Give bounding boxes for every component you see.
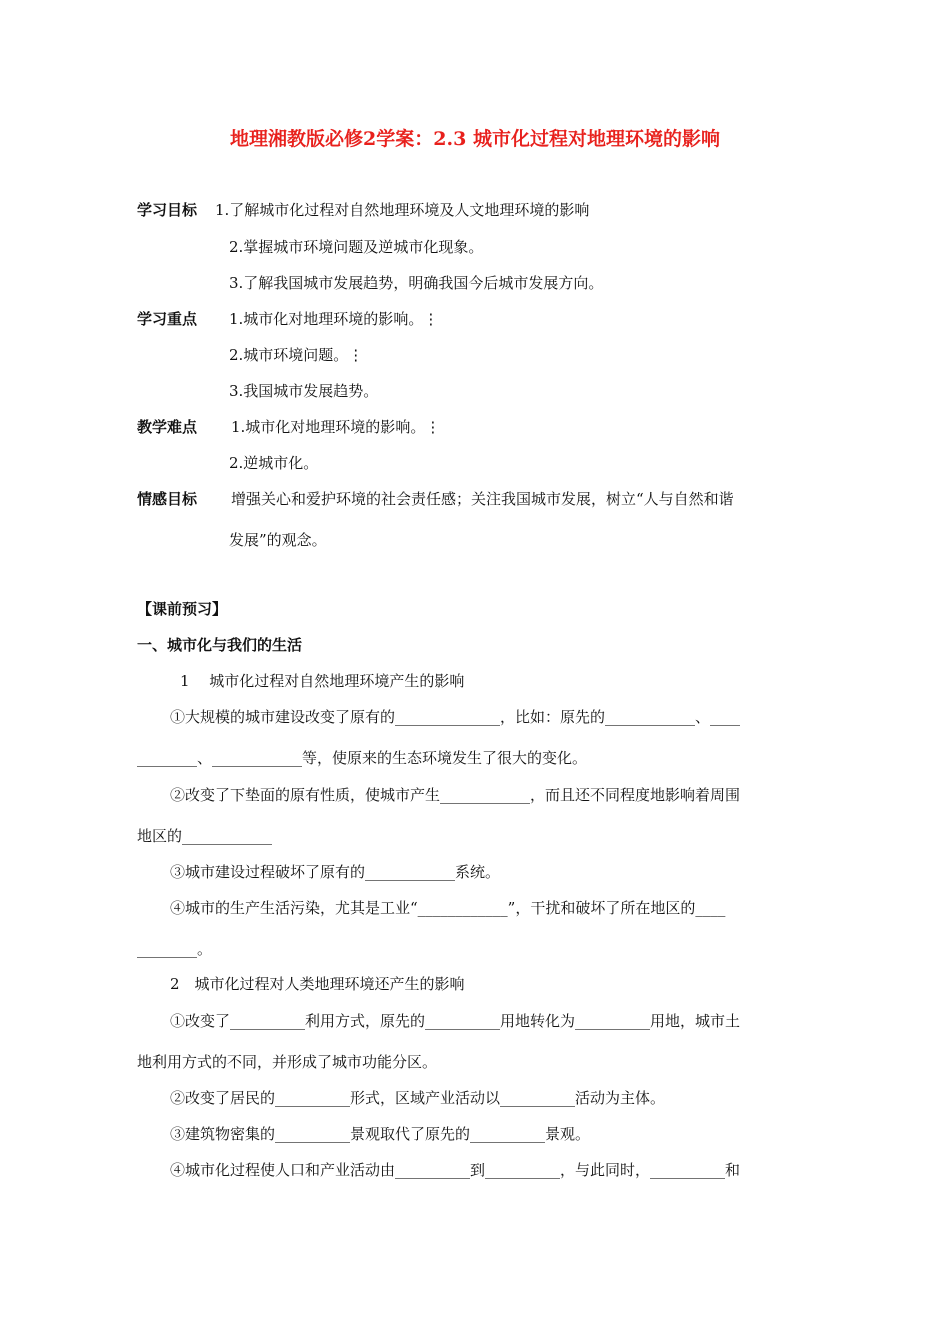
key-item: 2.城市环境问题。⋮ [229,346,364,364]
item-line: 地区的____________ [137,827,273,845]
item-line: ①大规模的城市建设改变了原有的______________，比如：原先的____________、____ [170,708,741,726]
item-title: 2 城市化过程对人类地理环境还产生的影响 [170,975,465,993]
item-line: ④城市化过程使人口和产业活动由__________到__________，与此同时，__________和 [170,1161,741,1179]
emotion-text: 增强关心和爱护环境的社会责任感；关注我国城市发展，树立“人与自然和谐 [231,490,734,508]
item-line: ②改变了下垫面的原有性质，使城市产生____________，而且还不同程度地影响着周围 [170,786,741,804]
key-label: 学习重点 [137,310,198,328]
item-line: ①改变了__________利用方式，原先的__________用地转化为__________用地，城市土 [170,1012,741,1030]
goal-item: 1.了解城市化过程对自然地理环境及人文地理环境的影响 [215,201,590,219]
key-item: 3.我国城市发展趋势。 [229,382,379,400]
difficulty-label: 教学难点 [137,418,198,436]
goal-label: 学习目标 [137,201,198,219]
emotion-text: 发展”的观念。 [229,531,327,549]
goal-item: 2.掌握城市环境问题及逆城市化现象。 [229,238,484,256]
section-heading: 一、城市化与我们的生活 [137,636,303,654]
difficulty-item: 1.城市化对地理环境的影响。⋮ [231,418,441,436]
item-line: ③建筑物密集的__________景观取代了原先的__________景观。 [170,1125,591,1143]
item-line: 地利用方式的不同，并形成了城市功能分区。 [137,1053,438,1071]
preview-heading: 【课前预习】 [137,600,228,618]
item-line: ________、____________等，使原来的生态环境发生了很大的变化。 [137,749,588,767]
item-title: 1 城市化过程对自然地理环境产生的影响 [180,672,465,690]
item-line: ②改变了居民的__________形式，区域产业活动以__________活动为主体。 [170,1089,666,1107]
key-item: 1.城市化对地理环境的影响。⋮ [229,310,439,328]
item-line: ④城市的生产生活污染，尤其是工业“____________”，干扰和破坏了所在地区的____ [170,899,726,917]
item-line: ________。 [137,940,213,958]
goal-item: 3.了解我国城市发展趋势，明确我国今后城市发展方向。 [229,274,604,292]
item-line: ③城市建设过程破坏了原有的____________系统。 [170,863,501,881]
difficulty-item: 2.逆城市化。 [229,454,319,472]
page-title: 地理湘教版必修2学案：2.3 城市化过程对地理环境的影响 [230,128,720,150]
emotion-label: 情感目标 [137,490,198,508]
